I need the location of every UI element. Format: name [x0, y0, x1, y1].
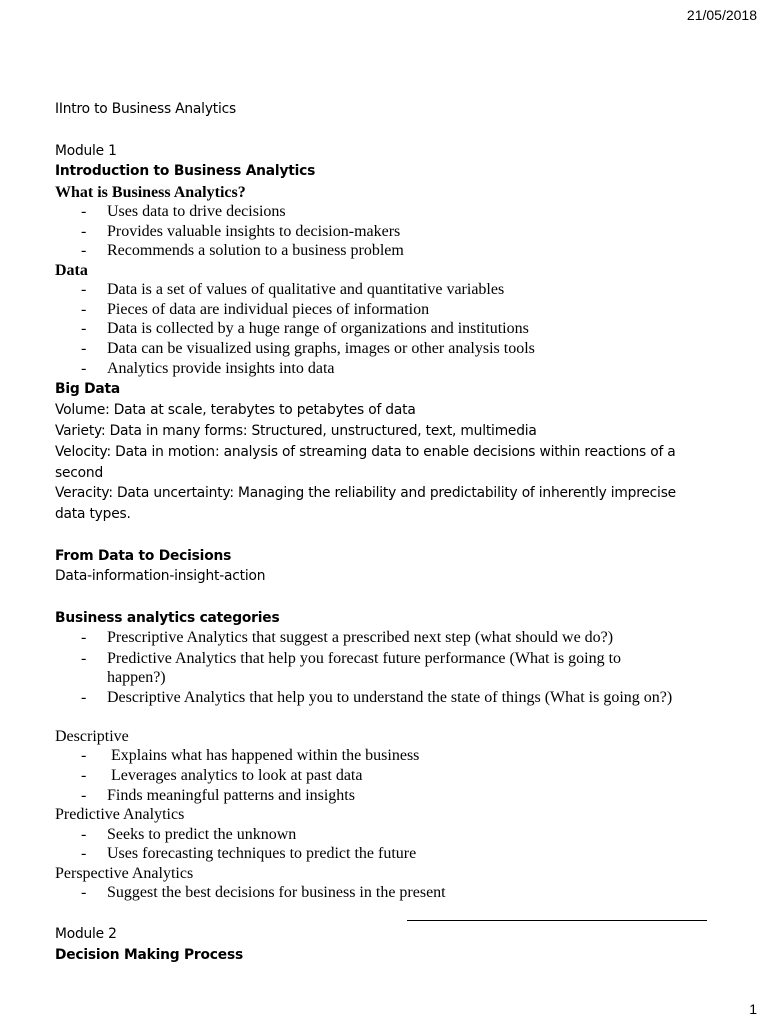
bullet-dash: -: [81, 203, 87, 220]
section-divider: [407, 920, 707, 921]
page-number: 1: [749, 1001, 757, 1017]
header-date: 21/05/2018: [686, 7, 757, 23]
bullet-dash: -: [81, 845, 87, 862]
module-1-heading: Introduction to Business Analytics: [55, 163, 316, 179]
big-data-line: Volume: Data at scale, terabytes to petabytes of data: [55, 402, 416, 418]
bullet-dash: -: [81, 787, 87, 804]
document-title: IIntro to Business Analytics: [55, 101, 237, 117]
bullet-dash: -: [81, 650, 87, 667]
big-data-line: Veracity: Data uncertainty: Managing the reliability and predictability of inherently imprecise: [55, 485, 676, 501]
data-to-decisions-heading: From Data to Decisions: [55, 548, 232, 564]
bullet-dash: -: [81, 340, 87, 357]
bullet-dash: -: [81, 629, 87, 646]
big-data-line: second: [55, 465, 104, 481]
module-2-heading: Decision Making Process: [55, 947, 243, 963]
bullet-dash: -: [81, 223, 87, 240]
bullet-dash: -: [81, 689, 87, 706]
bullet-dash: -: [81, 242, 87, 259]
document-page: 21/05/2018 IIntro to Business Analytics Module 1 Introduction to Business Analytics What is Business Analytics? - Uses data to drive decisions - Provides valuable insights to decision-makers - Recommends a solution to a business problem Data - Data is a set of values of qualitative and quantitative variables - Pieces of data are individual pieces of information - Data is collected by a huge range of organizations and institutions - Data can be visualized using graphs, images or other analysis tools - Analytics provide insights into data Big Data Volume: Data at scale, terabytes to petabytes of data Variety: Data in many forms: Structured, unstructured, text, multimedia Velocity: Data in motion: analysis of streaming data to enable decisions within reactions of a second Veracity: Data uncertainty: Managing the reliability and predictability of inherently imprecise data types. From Data to Decisions Data-information-insight-action Business analytics categories - Prescriptive Analytics that suggest a prescribed next step (what should we do?) - Predictive Analytics that help you forecast future performance (What is going to happen?) - Descriptive Analytics that help you to understand the state of things (What is going on?) Descriptive - Explains what has happened within the business - Leverages analytics to look at past data - Finds meaningful patterns and insights Predictive Analytics - Seeks to predict the unknown - Uses forecasting techniques to predict the future Perspective Analytics - Suggest the best decisions for business in the present Module 2 Decision Making Process 1: [55, 7, 757, 1017]
bullet-dash: -: [81, 826, 87, 843]
what-is-ba-heading: What is Business Analytics?: [55, 184, 246, 201]
bullet-dash: -: [81, 281, 87, 298]
categories-heading: Business analytics categories: [55, 610, 280, 626]
descriptive-heading: Descriptive: [55, 728, 129, 745]
module-2-label: Module 2: [55, 926, 117, 942]
bullet-dash: -: [81, 884, 87, 901]
bullet-dash: -: [81, 301, 87, 318]
predictive-heading: Predictive Analytics: [55, 806, 185, 823]
data-heading: Data: [55, 262, 88, 279]
big-data-line: Velocity: Data in motion: analysis of streaming data to enable decisions within reactions of a: [55, 444, 676, 460]
module-1-label: Module 1: [55, 143, 117, 159]
bullet-dash: -: [81, 767, 87, 784]
bullet-dash: -: [81, 360, 87, 377]
big-data-line: Variety: Data in many forms: Structured, unstructured, text, multimedia: [55, 423, 537, 439]
data-to-decisions-text: Data-information-insight-action: [55, 568, 266, 584]
bullet-dash: -: [81, 320, 87, 337]
perspective-heading: Perspective Analytics: [55, 865, 194, 882]
big-data-line: data types.: [55, 506, 131, 522]
bullet-dash: -: [81, 747, 87, 764]
big-data-heading: Big Data: [55, 381, 120, 397]
